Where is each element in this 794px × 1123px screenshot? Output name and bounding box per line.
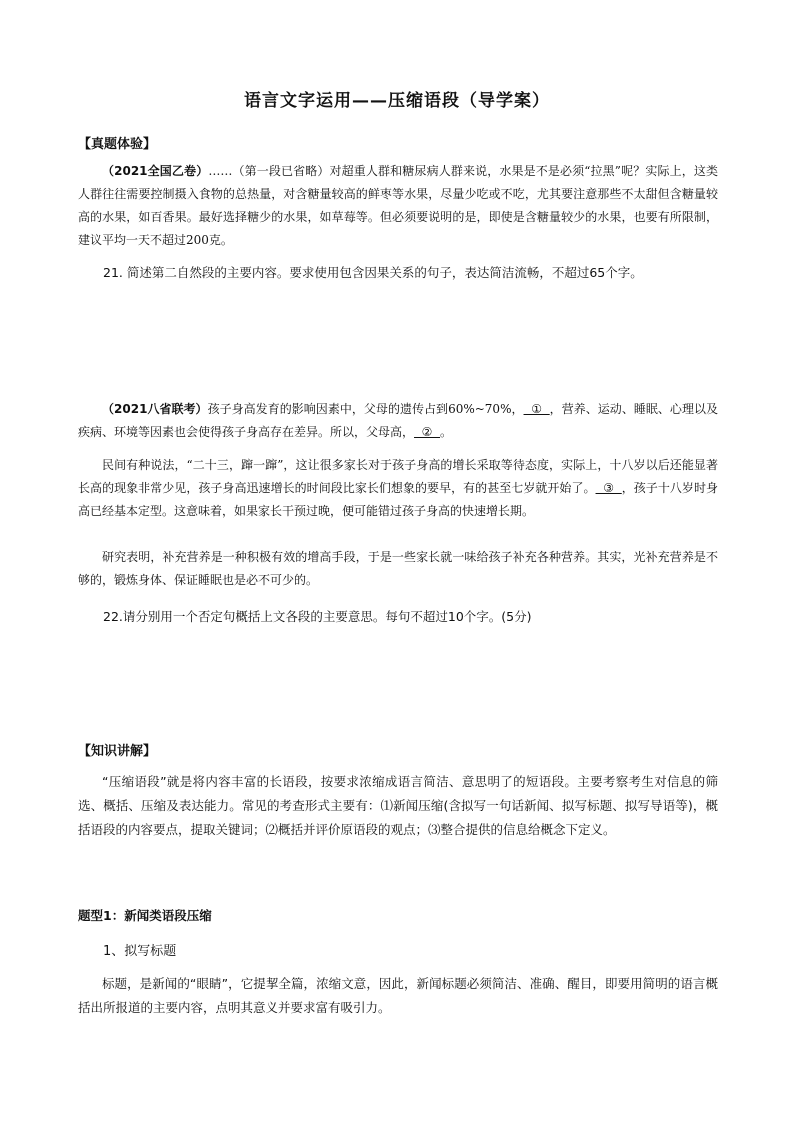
question-21: 21. 简述第二自然段的主要内容。要求使用包含因果关系的句子，表达简洁流畅，不超过65个字。 [103,265,643,280]
question-22: 22.请分别用一个否定句概括上文各段的主要意思。每句不超过10个字。(5分) [103,609,532,624]
subsection-heading: 1、拟写标题 [103,944,177,959]
headline-paragraph: 标题，是新闻的“眼睛”，它提挈全篇，浓缩文意，因此，新闻标题必须简洁、准确、醒目，即要用简明的语言概括出所报道的主要内容，点明其意义并要求富有吸引力。 [78,976,718,1015]
passage-text: ……（第一段已省略）对超重人群和糖尿病人群来说，水果是不是必须“拉黑”呢？实际上，这类人群往往需要控制摄入食物的总热量，对含糖量较高的鲜枣等水果，尽量少吃或不吃，尤其要注意那些不太甜但含糖量较高的水果，如百香果。最好选择糖少的水果，如草莓等。但必须要说明的是，即使是含糖量较少的水果，也要有所限制，建议平均一天不超过200克。 [78,164,718,247]
knowledge-paragraph: “压缩语段”就是将内容丰富的长语段，按要求浓缩成语言简洁、意思明了的短语段。主要考察考生对信息的筛选、概括、压缩及表达能力。常见的考查形式主要有：⑴新闻压缩(含拟写一句话新闻、拟写标题、拟写导语等)，概括语段的内容要点，提取关键词；⑵概括并评价原语段的观点；⑶整合提供的信息给概念下定义。 [78,774,718,837]
passage-source: （2021八省联考） [102,402,208,416]
passage-paragraph-4: 研究表明，补充营养是一种积极有效的增高手段，于是一些家长就一味给孩子补充各种营养。其实，光补充营养是不够的，锻炼身体、保证睡眠也是必不可少的。 [78,550,718,587]
passage-paragraph-2 [78,398,718,444]
passage-paragraph-3 [78,454,718,523]
blank-2: ② [414,425,441,439]
blank-1: ① [523,402,550,416]
passage-text: 民间有种说法，“二十三，蹿一蹿”，这让很多家长对于孩子身高的增长采取等待态度，实际上，十八岁以后还能显著长高的现象非常少见，孩子身高迅速增长的时间段比家长们想象的要早，有的甚至七岁就开始了。 [78,458,718,495]
passage-text: ，孩子十八岁时身高已经基本定型。这意味着，如果家长干预过晚，便可能错过孩子身高的快速增长期。 [78,481,718,518]
passage-source: （2021全国乙卷） [102,164,209,178]
question-type-heading: 题型1：新闻类语段压缩 [78,908,212,923]
passage-paragraph-1 [78,160,718,252]
blank-3: ③ [595,481,622,495]
passage-text: 。 [440,425,453,439]
passage-text: 孩子身高发育的影响因素中，父母的遗传占到60%~70%， [207,402,524,416]
section-heading-real-exam: 【真题体验】 [78,137,157,152]
passage-text: ，营养、运动、睡眠、心理以及疾病、环境等因素也会使得孩子身高存在差异。所以，父母高， [78,402,718,439]
page-title: 语言文字运用——压缩语段（导学案） [244,91,550,111]
section-heading-knowledge: 【知识讲解】 [78,744,157,759]
